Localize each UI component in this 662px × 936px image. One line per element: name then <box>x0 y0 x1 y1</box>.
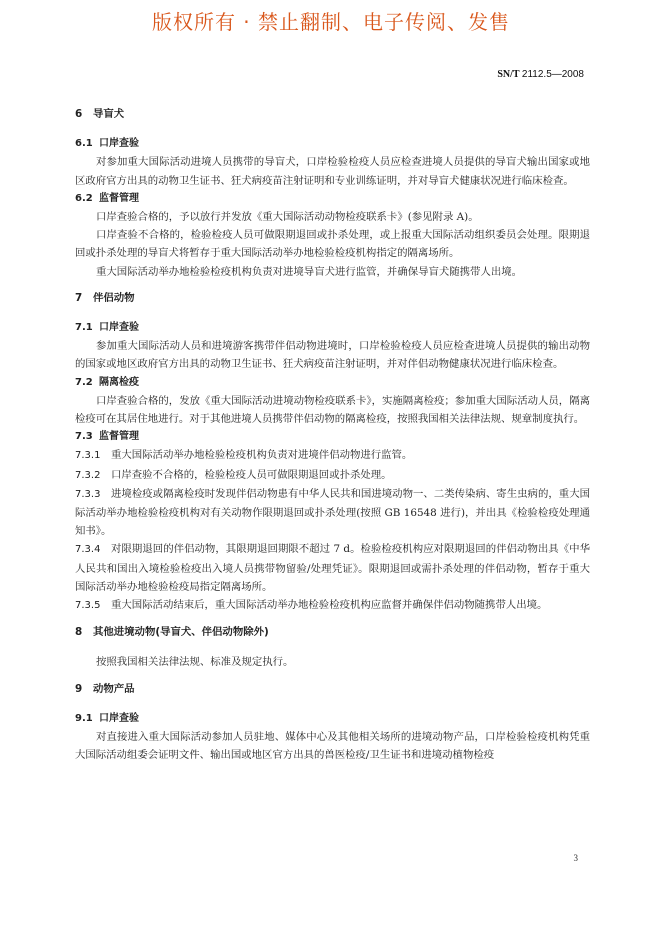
section-heading-7-3 <box>75 428 590 446</box>
section-heading-6-1 <box>75 135 590 153</box>
clause-number: 7.3.5 <box>75 600 101 612</box>
clause-7-3-2 <box>75 466 590 485</box>
paragraph: 对直接进入重大国际活动参加人员驻地、媒体中心及其他相关场所的进境动物产品，口岸检验检疫机构凭重大国际活动组委会证明文件、输出国或地区官方出具的兽医检疫/卫生证书和进境动植物检疫 <box>75 731 590 762</box>
section-heading-7-2 <box>75 374 590 392</box>
standard-number: 2112.5—2008 <box>521 69 584 80</box>
section-number: 6.1 <box>75 138 93 150</box>
section-number: 7.3 <box>75 431 93 443</box>
paragraph: 重大国际活动举办地检验检疫机构负责对进境导盲犬进行监管，并确保导盲犬随携带人出境。 <box>96 265 523 278</box>
section-title: 导盲犬 <box>93 108 125 120</box>
clause-7-3-1 <box>75 446 590 465</box>
section-title: 伴侣动物 <box>93 291 135 304</box>
section-title: 监督管理 <box>99 192 139 204</box>
section-number: 9 <box>75 682 83 695</box>
section-heading-7 <box>75 289 590 307</box>
section-number: 6.2 <box>75 192 93 204</box>
paragraph: 口岸查验合格的，发放《重大国际活动进境动物检疫联系卡》，实施隔离检疫；参加重大国际活动人员，隔离检疫可在其居住地进行。对于其他进境人员携带伴侣动物的隔离检疫，按照我国相关法律法规、规章制度执行。 <box>75 394 590 426</box>
section-title: 口岸查验 <box>99 322 139 334</box>
section-heading-8 <box>75 623 590 641</box>
clause-text: 重大国际活动结束后，重大国际活动举办地检验检疫机构应监督并确保伴侣动物随携带人出境。 <box>111 599 548 612</box>
section-heading-9 <box>75 680 590 698</box>
page-number: 3 <box>573 853 578 863</box>
paragraph: 口岸查验不合格的，检验检疫人员可做限期退回或扑杀处理，或上报重大国际活动组织委员会处理。限期退回或扑杀处理的导盲犬将暂存于重大国际活动举办地检验检疫机构指定的隔离场所。 <box>75 229 590 260</box>
clause-text: 对限期退回的伴侣动物，其限期退回期限不超过 7 d。检验检疫机构应对限期退回的伴侣动物出具《中华人民共和国出入境检验检疫出入境人员携带物留验/处理凭证》。限期退回或需扑杀处理的伴侣动物，暂存于重大国际活动举办地检验检疫局指定隔离场所。 <box>75 543 590 593</box>
document-body <box>75 105 590 765</box>
section-number: 7.2 <box>75 376 93 388</box>
copyright-watermark: 版权所有 · 禁止翻制、电子传阅、发售 <box>151 10 511 34</box>
section-number: 8 <box>75 626 83 639</box>
standard-code <box>497 69 584 80</box>
clause-7-3-4 <box>75 540 590 596</box>
paragraph: 参加重大国际活动人员和进境游客携带伴侣动物进境时，口岸检验检疫人员应检查进境人员提供的输出动物的国家或地区政府官方出具的动物卫生证书、狂犬病疫苗注射证明，并对伴侣动物健康状况进行临床检查。 <box>75 340 590 371</box>
clause-7-3-5 <box>75 596 590 615</box>
section-title: 隔离检疫 <box>99 376 139 388</box>
section-heading-6-2 <box>75 190 590 208</box>
section-title: 口岸查验 <box>99 712 139 724</box>
clause-text: 进境检疫或隔离检疫时发现伴侣动物患有中华人民共和国进境动物一、二类传染病、寄生虫病的，重大国际活动举办地检验检疫机构对有关动物作限期退回或扑杀处理(按照 GB 16548 进行)，并出具《检验检疫处理通知书》。 <box>75 487 590 538</box>
clause-number: 7.3.2 <box>75 469 101 481</box>
standard-prefix: SN/T <box>497 69 520 80</box>
paragraph: 口岸查验合格的，予以放行并发放《重大国际活动动物检疫联系卡》(参见附录 A)。 <box>96 211 479 224</box>
section-heading-6 <box>75 105 590 123</box>
clause-text: 重大国际活动举办地检验检疫机构负责对进境伴侣动物进行监管。 <box>111 449 413 462</box>
section-heading-9-1 <box>75 710 590 728</box>
clause-7-3-3 <box>75 485 590 541</box>
section-number: 6 <box>75 108 83 120</box>
section-heading-7-1 <box>75 319 590 337</box>
section-title: 动物产品 <box>93 682 135 695</box>
paragraph: 按照我国相关法律法规、标准及规定执行。 <box>96 656 294 669</box>
section-number: 7.1 <box>75 322 93 334</box>
clause-number: 7.3.4 <box>75 544 101 556</box>
section-title: 口岸查验 <box>99 138 139 150</box>
section-number: 7 <box>75 291 83 304</box>
paragraph: 对参加重大国际活动进境人员携带的导盲犬，口岸检验检疫人员应检查进境人员提供的导盲犬输出国家或地区政府官方出具的动物卫生证书、狂犬病疫苗注射证明和专业训练证明，并对导盲犬健康状况进行临床检查。 <box>75 156 590 187</box>
clause-text: 口岸查验不合格的，检验检疫人员可做限期退回或扑杀处理。 <box>111 468 392 481</box>
section-title: 其他进境动物(导盲犬、伴侣动物除外) <box>93 626 269 639</box>
section-number: 9.1 <box>75 712 93 724</box>
clause-number: 7.3.1 <box>75 450 101 462</box>
clause-number: 7.3.3 <box>75 488 101 500</box>
section-title: 监督管理 <box>99 431 139 443</box>
